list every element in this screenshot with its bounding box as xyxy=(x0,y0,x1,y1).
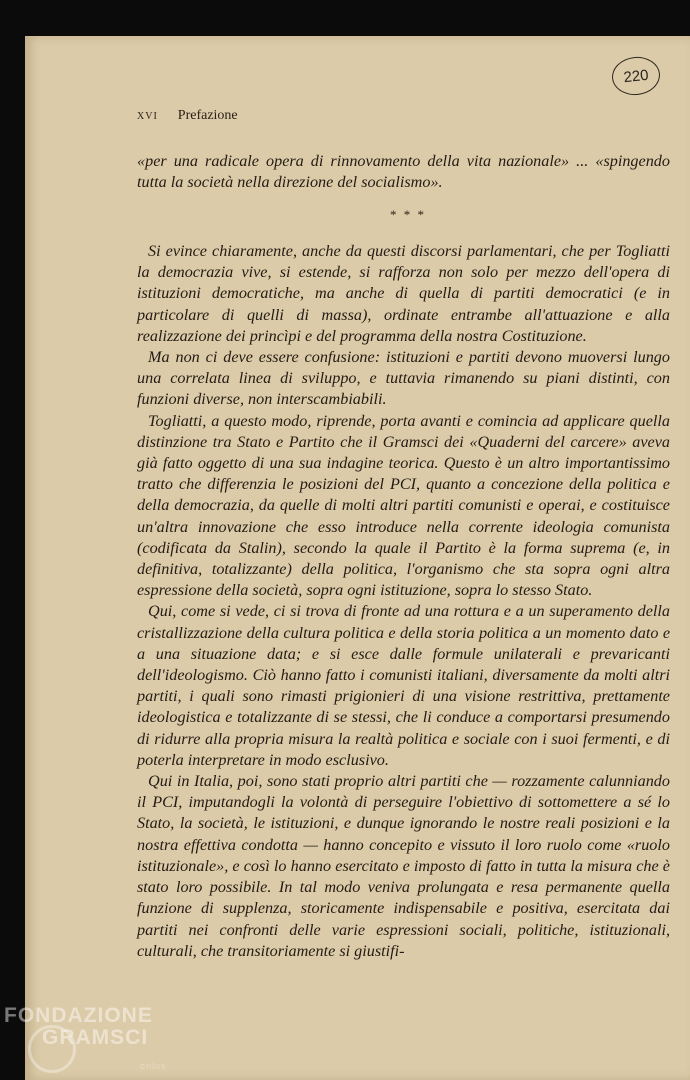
section-separator: * * * xyxy=(390,207,426,222)
archive-stamp: 220 xyxy=(610,55,662,98)
intro-paragraph: «per una radicale opera di rinnovamento della vita nazionale» ... «spingendo tutta la società nella direzione del socialismo». xyxy=(137,152,670,192)
watermark xyxy=(4,1004,167,1071)
watermark-line2: GRAMSCI xyxy=(42,1026,149,1049)
body-text xyxy=(137,241,670,962)
paragraph: Ma non ci deve essere confusione: istituzioni e partiti devono muoversi lungo una correlata linea di sviluppo, e tuttavia rimanendo su piani distinti, con funzioni diverse, non interscambiabili. xyxy=(137,348,670,409)
watermark-suffix: onlus xyxy=(140,1061,167,1071)
paragraph: Qui, come si vede, ci si trova di fronte ad una rottura e a un superamento della cristallizzazione della cultura politica e della storia politica a un momento dato e a una situazione data; e si esce dalle formule unilaterali e prevaricanti dell'ideologismo. Ciò hanno fatto i comunisti italiani, diversamente da molti altri partiti, i quali sono rimasti prigionieri di una visione restrittiva, prettamente ideologistica e totalizzante di se stessi, che li conduce a comportarsi presumendo di ridurre alla propria misura la realtà politica e sociale con i suoi fermenti, e di poterla interpretare in modo esclusivo. xyxy=(137,602,670,769)
header-title: Prefazione xyxy=(177,108,238,123)
intro-quote xyxy=(137,151,670,193)
running-header xyxy=(137,108,238,124)
page-number: xvi xyxy=(137,108,158,123)
paragraph: Qui in Italia, poi, sono stati proprio altri partiti che — rozzamente calunniando il PCI, imputandogli la volontà di perseguire l'obiettivo di sottomettere a sé lo Stato, la società, le istituzioni, e dunque ignorando le nostre reali posizioni e la nostra effettiva condotta — hanno concepito e vissuto il loro ruolo come «ruolo istituzionale», e così lo hanno esercitato e imposto di fatto in tutta la misura che è stato loro possibile. In tal modo veniva prolungata e resa permanente quella funzione di supplenza, storicamente indispensabile e positiva, esercitata dai partiti nei confronti delle varie espressioni sociali, politiche, istituzionali, culturali, che transitoriamente si giustifi- xyxy=(137,772,670,960)
watermark-line1: FONDAZIONE xyxy=(4,1004,153,1027)
paragraph: Si evince chiaramente, anche da questi discorsi parlamentari, che per Togliatti la democrazia vive, si estende, si rafforza non solo per mezzo dell'opera di istituzioni democratiche, ma anche di quella di partiti democratici (e in particolare di quelli di massa), ordinate entrambe all'attuazione e alla realizzazione dei princìpi e del programma della nostra Costituzione. xyxy=(137,242,670,345)
paragraph: Togliatti, a questo modo, riprende, porta avanti e comincia ad applicare quella distinzione tra Stato e Partito che il Gramsci dei «Quaderni del carcere» aveva già fatto oggetto di una sua indagine teorica. Questo è un altro importantissimo tratto che differenzia le posizioni del PCI, quanto a concezione della politica e della democrazia, da quelle di molti altri partiti comunisti e operai, e costituisce un'altra innovazione che esso introduce nella corrente ideologia comunista (codificata da Stalin), secondo la quale il Partito è la forma suprema (e, in definitiva, totalizzante) della politica, l'organismo che sta sopra ogni altra espressione della società, sopra ogni istituzione, sopra lo stesso Stato. xyxy=(137,411,670,600)
